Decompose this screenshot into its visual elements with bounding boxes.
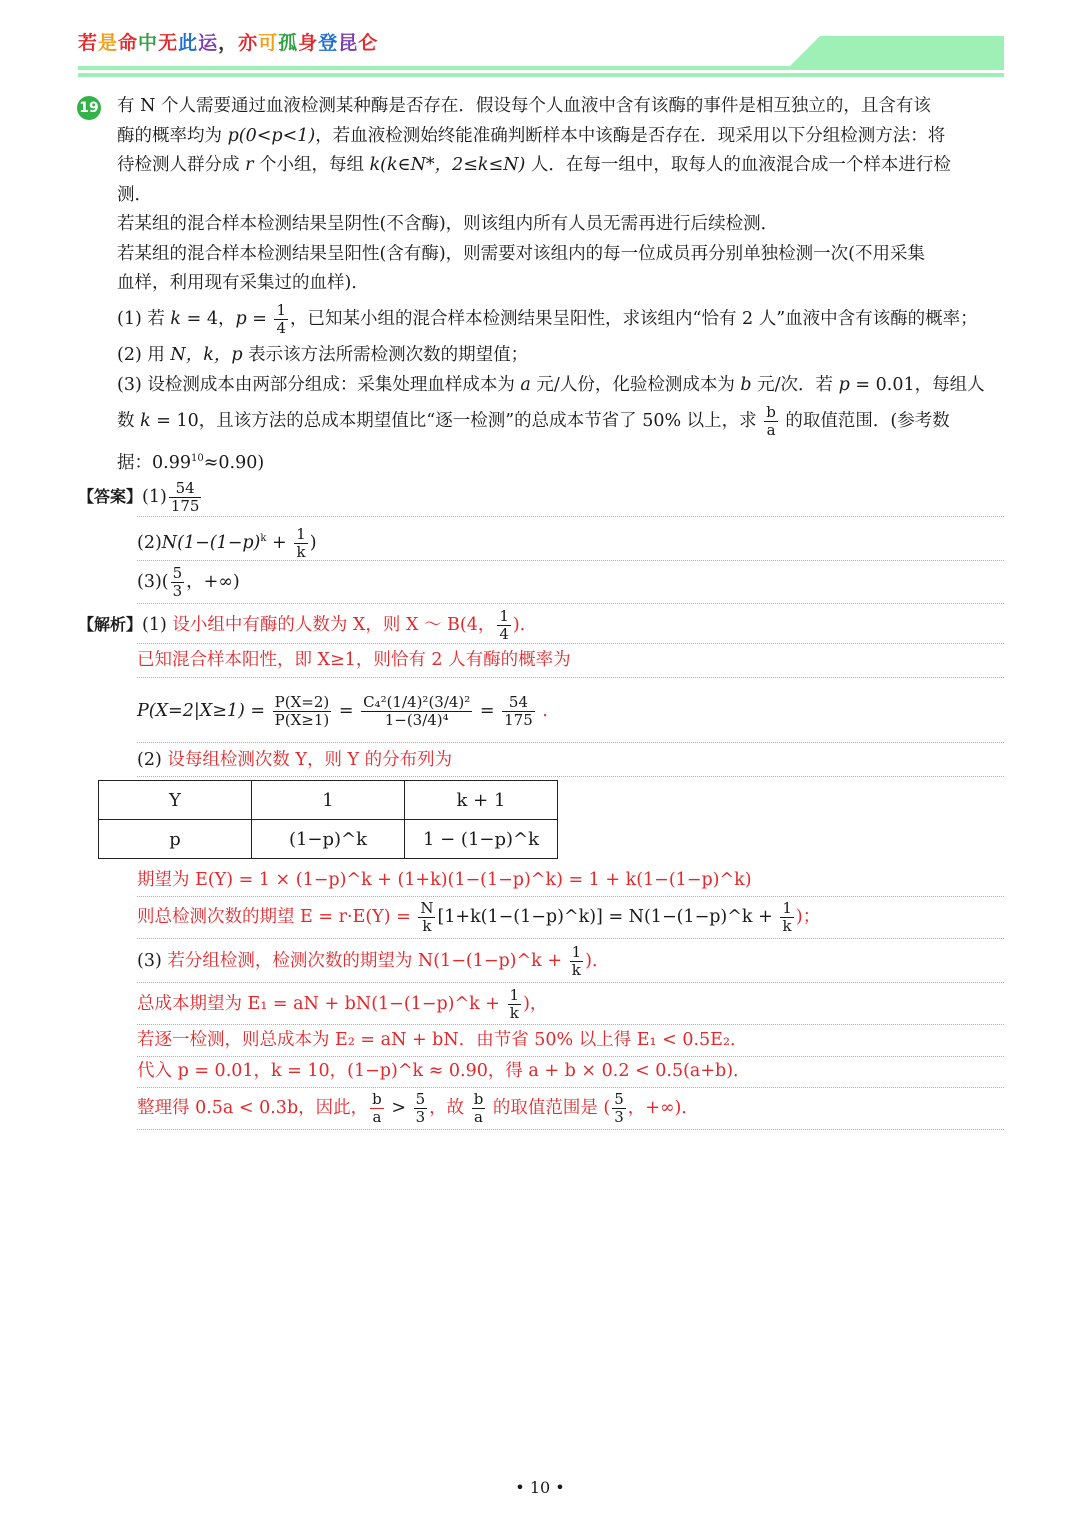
motto-char: 亦 [238, 32, 259, 54]
fraction: $\frac{1}{k}$ [509, 986, 520, 1022]
distribution-table [98, 780, 558, 859]
motto-char: 登 [318, 32, 339, 54]
analysis-tag: 【解析】 [78, 615, 143, 634]
divider [137, 742, 1004, 743]
fraction: $\frac{b}{a}$ [766, 403, 776, 439]
analysis-line-1: 【解析】(1) 设小组中有酶的人数为 X，则 X ～ B(4， $\frac{1}{4}$ )． [78, 607, 538, 643]
table-cell: Y [99, 781, 252, 820]
fraction: $\frac{5}{3}$ [415, 1090, 426, 1126]
motto-char: 命 [118, 32, 139, 54]
question-body [117, 92, 951, 299]
question-line-4: 测． [117, 184, 152, 205]
question-line-3: 待检测人群分成 r 个小组，每组 k(k∈N*，2≤k≤N) 人．在每一组中，取每人的血液混合成一个样本进行检 [117, 155, 951, 175]
table-cell: 1 [252, 781, 405, 820]
divider [137, 896, 1004, 897]
motto-char: 是 [98, 32, 119, 54]
table-cell: (1−p)^k [252, 820, 405, 859]
fraction: $\frac{\text{C₄²(1/4)²(3/4)²}}{\text{1−(3/4)⁴}}$ [363, 693, 471, 729]
fraction: $\frac{N}{k}$ [420, 899, 434, 935]
analysis-formula-1: P(X=2|X≥1) = $\frac{P(X=2)}{P(X\ge 1)}$ = $\frac{\text{C₄²(1/4)²(3/4)²}}{\text{1−(3/4)⁴}}$ = $\frac{54}{175}$ ． [137, 693, 560, 729]
divider [137, 516, 1004, 517]
page-number: • 10 • [515, 1478, 565, 1497]
divider [137, 1024, 1004, 1025]
motto-char: 可 [258, 32, 279, 54]
fraction: $\frac{1}{4}$ [499, 607, 509, 643]
fraction: $\frac{P(X=2)}{P(X\ge 1)}$ [274, 693, 330, 729]
fraction: $\frac{54}{175}$ [504, 693, 533, 729]
divider [137, 1129, 1004, 1130]
fraction: $\frac{b}{a}$ [473, 1090, 484, 1126]
fraction: $\frac{5}{3}$ [172, 564, 183, 600]
motto-char: 身 [298, 32, 319, 54]
analysis-part-3: (3) 若分组检测，检测次数的期望为 N(1−(1−p)^k + $\frac{1}{k}$ )． [137, 943, 610, 979]
motto-char: 孤 [278, 32, 299, 54]
analysis-total-expectation: 则总检测次数的期望 E = r·E(Y) = $\frac{N}{k}$ [1+k(1−(1−p)^k)] = N(1−(1−p)^k + $\frac{1}{k}$ )； [137, 899, 821, 935]
analysis-line-4: (2) 设每组检测次数 Y，则 Y 的分布列为 [137, 750, 453, 770]
analysis-individual-cost: 若逐一检测，则总成本为 E₂ = aN + bN．由节省 50% 以上得 E₁ < 0.5E₂． [137, 1030, 748, 1050]
answer-line-2: $(2)N(1-(1-p)^k$ + $\frac{1}{k}$ ) [137, 524, 317, 561]
fraction: $\frac{1}{k}$ [782, 899, 792, 935]
motto-char: 运 [198, 32, 219, 54]
question-line-1: 有 N 个人需要通过血液检测某种酶是否存在．假设每个人血液中含有该酶的事件是相互独立的，且含有该 [117, 96, 931, 116]
question-line-2: 酶的概率均为 p(0<p<1)，若血液检测始终能准确判断样本中该酶是否存在．现采用以下分组检测方法：将 [117, 125, 946, 146]
question-part-3-cont: 数 k = 10，且该方法的总成本期望值比“逐一检测”的总成本节省了 50% 以上，求 $\frac{b}{a}$ 的取值范围．(参考数 [117, 403, 950, 439]
header-motto [78, 28, 378, 55]
divider [137, 560, 1004, 561]
question-reference-data: 据：$0.99^{10}\approx 0.90$) [117, 452, 265, 473]
divider [137, 938, 1004, 939]
divider [137, 677, 1004, 678]
question-line-7: 血样，利用现有采集过的血样)． [117, 273, 369, 293]
table-row [99, 820, 558, 859]
table-cell: p [99, 820, 252, 859]
analysis-cost-expectation: 总成本期望为 E₁ = aN + bN(1−(1−p)^k + $\frac{1}{k}$ )， [137, 986, 548, 1022]
motto-char: 无 [158, 32, 179, 54]
question-part-3: (3) 设检测成本由两部分组成：采集处理血样成本为 a 元/人份，化验检测成本为 b 元/次．若 p = 0.01，每组人 [117, 375, 985, 395]
table-row [99, 781, 558, 820]
fraction: $\frac{b}{a}$ [372, 1090, 382, 1126]
divider [137, 982, 1004, 983]
divider [137, 643, 1004, 644]
analysis-substitution: 代入 p = 0.01，k = 10，(1−p)^k ≈ 0.90，得 a + b × 0.2 < 0.5(a+b)． [137, 1061, 751, 1081]
motto-char: 仑 [358, 32, 379, 54]
analysis-expectation: 期望为 E(Y) = 1 × (1−p)^k + (1+k)(1−(1−p)^k) = 1 + k(1−(1−p)^k) [137, 870, 752, 890]
table-cell: 1 − (1−p)^k [405, 820, 558, 859]
table-cell: k + 1 [405, 781, 558, 820]
fraction: $\frac{1}{k}$ [296, 524, 306, 561]
divider [137, 776, 1004, 777]
answer-line-1: 【答案】(1) $\frac{54}{175}$ [78, 479, 200, 515]
fraction: $\frac{1}{4}$ [276, 301, 287, 337]
motto-char: 昆 [338, 32, 359, 54]
question-line-6: 若某组的混合样本检测结果呈阳性(含有酶)，则需要对该组内的每一位成员再分别单独检测一次(不用采集 [117, 243, 925, 264]
motto-char: 中 [138, 32, 159, 54]
fraction: $\frac{1}{k}$ [571, 943, 582, 979]
fraction: $\frac{54}{175}$ [170, 479, 200, 515]
divider [137, 603, 1004, 604]
question-line-5: 若某组的混合样本检测结果呈阴性(不含酶)，则该组内所有人员无需再进行后续检测． [117, 214, 779, 234]
analysis-line-2: 已知混合样本阳性，即 X≥1，则恰有 2 人有酶的概率为 [137, 650, 571, 670]
answer-line-3: (3)( $\frac{5}{3}$ ，+∞) [137, 564, 240, 600]
motto-char: ， [218, 32, 239, 54]
fraction: $\frac{5}{3}$ [614, 1090, 624, 1126]
question-number-badge: 19 [77, 96, 101, 120]
analysis-conclusion: 整理得 0.5a < 0.3b，因此， $\frac{b}{a}$ > $\frac{5}{3}$ ，故 $\frac{b}{a}$ 的取值范围是 ( $\frac{5}{3}$ ，+∞)． [137, 1090, 699, 1126]
question-part-2: (2) 用 N，k，p 表示该方法所需检测次数的期望值； [117, 345, 529, 365]
question-part-1: (1) 若 k = 4，p = $\frac{1}{4}$ ，已知某小组的混合样本检测结果呈阳性，求该组内“恰有 2 人”血液中含有该酶的概率； [117, 301, 978, 337]
answer-tag: 【答案】 [78, 487, 143, 506]
divider [137, 1087, 1004, 1088]
motto-char: 此 [178, 32, 199, 54]
motto-char: 若 [78, 32, 99, 54]
